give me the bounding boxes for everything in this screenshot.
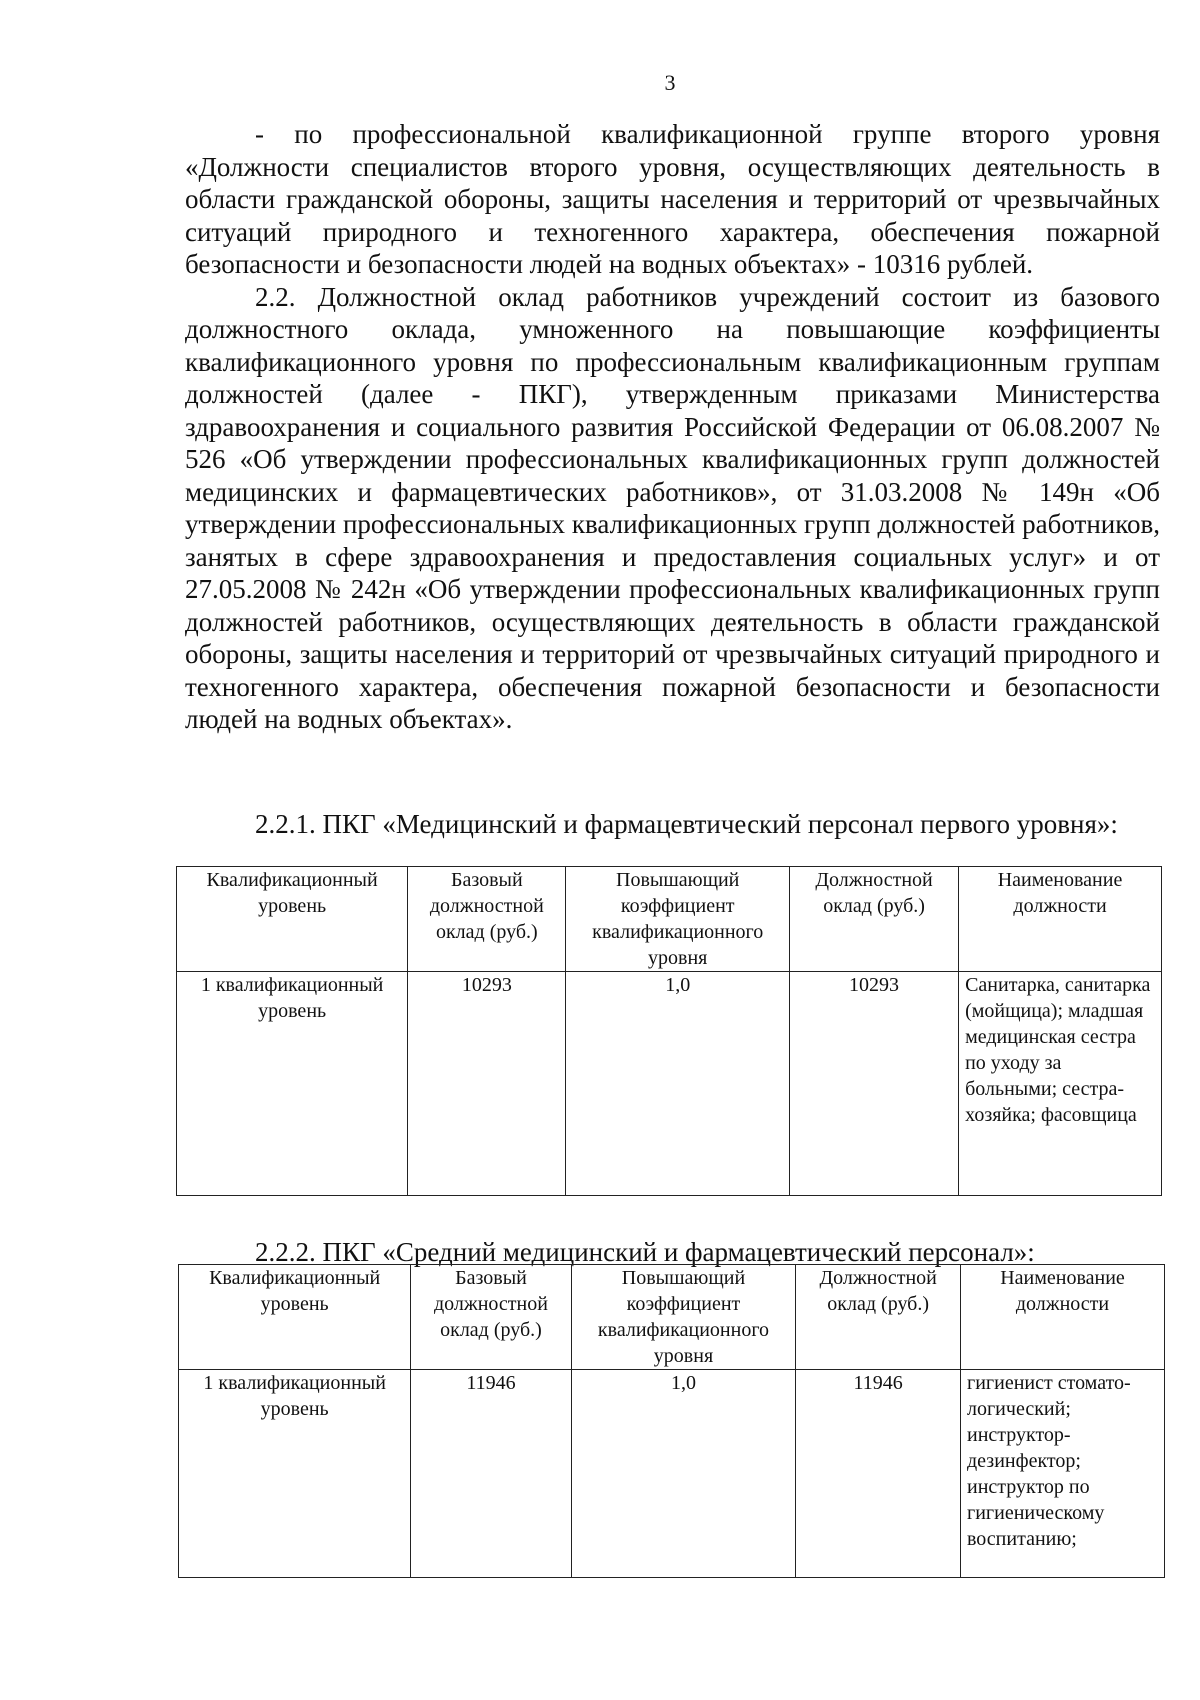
cell-base-salary: 11946	[411, 1370, 571, 1578]
cell-coefficient: 1,0	[566, 972, 790, 1196]
paragraph-2-2: 2.2. Должностной оклад работников учреждений состоит из базового должностного оклада, умноженного на повышающие коэффициенты квалификационного уровня по профессиональным квалификационным группам должностей (далее - ПКГ), утвержденным приказами Министерства здравоохранения и социального развития Российской Федерации от 06.08.2007 № 526 «Об утверждении профессиональных квалификационных групп должностей медицинских и фармацевтических работников», от 31.03.2008 № 149н «Об утверждении профессиональных квалификационных групп должностей работников, занятых в сфере здравоохранения и предоставления социальных услуг» и от 27.05.2008 № 242н «Об утверждении профессиональных квалификационных групп должностей работников, осуществляющих деятельность в области гражданской обороны, защиты населения и территорий от чрезвычайных ситуаций природного и техногенного характера, обеспечения пожарной безопасности и безопасности людей на водных объектах».	[185, 281, 1160, 734]
cell-position: гигиенист стомато-логический; инструктор-дезинфектор; инструктор по гигиеническому воспитанию;	[961, 1370, 1165, 1578]
cell-salary: 10293	[790, 972, 959, 1196]
table-row	[177, 972, 1162, 1196]
cell-qual-level: 1 квалификационный уровень	[179, 1370, 411, 1578]
page-number: 3	[664, 70, 676, 95]
cell-salary: 11946	[796, 1370, 961, 1578]
header-base-salary: Базовый должностной оклад (руб.)	[408, 867, 566, 972]
table-header-row	[177, 867, 1162, 972]
cell-base-salary: 10293	[408, 972, 566, 1196]
header-position: Наименование должности	[961, 1265, 1165, 1370]
table-header-row	[179, 1265, 1165, 1370]
body-text	[185, 118, 1160, 736]
header-coefficient: Повышающий коэффициент квалификационного уровня	[566, 867, 790, 972]
heading-2-2-2: 2.2.2. ПКГ «Средний медицинский и фармацевтический персонал»:	[255, 1237, 1035, 1267]
heading-2-2-1: 2.2.1. ПКГ «Медицинский и фармацевтический персонал первого уровня»:	[255, 809, 1118, 839]
header-position: Наименование должности	[959, 867, 1162, 972]
paragraph-pkg-second-level: - по профессиональной квалификационной группе второго уровня «Должности специалистов второго уровня, осуществляющих деятельность в области гражданской обороны, защиты населения и территорий от чрезвычайных ситуаций природного и техногенного характера, обеспечения пожарной безопасности и безопасности людей на водных объектах» - 10316 рублей.	[185, 119, 1160, 279]
header-coefficient: Повышающий коэффициент квалификационного уровня	[571, 1265, 796, 1370]
cell-position: Санитарка, санитарка (мойщица); младшая медицинская сестра по уходу за больными; сестра-хозяйка; фасовщица	[959, 972, 1162, 1196]
table-pkg-middle-level	[178, 1264, 1165, 1578]
header-salary: Должностной оклад (руб.)	[796, 1265, 961, 1370]
header-salary: Должностной оклад (руб.)	[790, 867, 959, 972]
table-pkg-first-level	[176, 866, 1162, 1196]
header-base-salary: Базовый должностной оклад (руб.)	[411, 1265, 571, 1370]
header-qual-level: Квалификационный уровень	[179, 1265, 411, 1370]
table-row	[179, 1370, 1165, 1578]
cell-coefficient: 1,0	[571, 1370, 796, 1578]
header-qual-level: Квалификационный уровень	[177, 867, 408, 972]
cell-qual-level: 1 квалификационный уровень	[177, 972, 408, 1196]
